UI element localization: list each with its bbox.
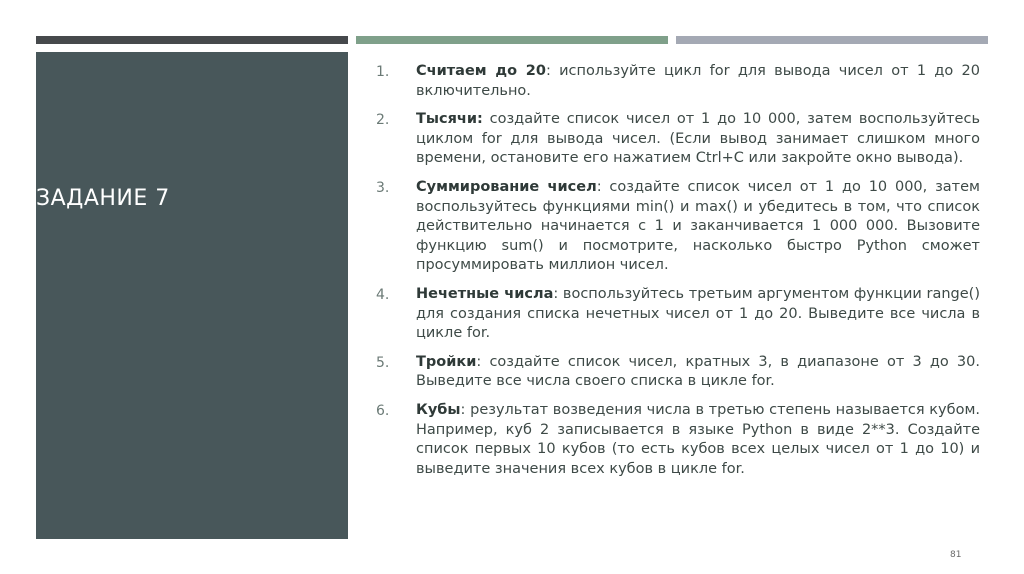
task-body: : результат возведения числа в третью степень называется кубом. Например, куб 2 записывается в языке Python в виде 2**3. Создайте список первых 10 кубов (то есть кубов всех целых чисел от 1 до 10) и выведите значения всех кубов в цикле for.: [416, 401, 980, 477]
task-item: [376, 62, 980, 101]
task-body: : используйте цикл for для вывода чисел от 1 до 20 включительно.: [416, 63, 980, 99]
title-panel: [36, 52, 348, 539]
task-text: [416, 178, 980, 276]
task-item: [376, 353, 980, 392]
task-number: 3.: [376, 179, 390, 196]
task-title: Суммирование чисел: [416, 178, 597, 195]
task-number: 2.: [376, 112, 390, 129]
task-number: 1.: [376, 64, 390, 80]
task-item: [376, 110, 980, 169]
task-body: : создайте список чисел, кратных 3, в диапазоне от 3 до 30. Выведите все числа своего списка в цикле for.: [416, 353, 980, 390]
task-number: 5.: [376, 354, 390, 371]
task-text: [416, 353, 980, 392]
task-text: [416, 285, 980, 344]
page-number: 81: [950, 550, 962, 560]
top-bar-green: [356, 36, 668, 44]
task-title: Тройки: [416, 353, 477, 370]
task-number: 4.: [376, 286, 390, 303]
task-text: [416, 110, 980, 169]
task-title: Кубы: [416, 401, 461, 418]
top-bar-dark: [36, 36, 348, 44]
task-item: [376, 285, 980, 344]
task-body: : воспользуйтесь третьим аргументом функции range() для создания списка нечетных чисел от 1 до 20. Выведите все числа в цикле for.: [416, 285, 980, 342]
task-title: Нечетные числа: [416, 285, 554, 302]
task-title: Тысячи:: [416, 111, 483, 128]
task-text: [416, 401, 980, 479]
task-number: 6.: [376, 402, 390, 419]
top-bar-gray: [676, 36, 988, 44]
slide-title: ЗАДАНИЕ 7: [36, 186, 170, 211]
task-body: создайте список чисел от 1 до 10 000, затем воспользуйтесь циклом for для вывода чисел. (Если вывод занимает слишком много времени, остановите его нажатием Ctrl+C или закройте окно вывода).: [416, 111, 980, 167]
task-body: : создайте список чисел от 1 до 10 000, затем воспользуйтесь функциями min() и max() и убедитесь в том, что список действительно начинается с 1 и заканчивается 1 000 000. Вызовите функцию sum() и посмотрите, насколько быстро Python сможет просуммировать миллион чисел.: [416, 178, 980, 274]
task-item: [376, 401, 980, 479]
task-title: Считаем до 20: [416, 63, 546, 79]
task-list: [376, 62, 980, 488]
task-item: [376, 178, 980, 276]
task-text: [416, 62, 980, 101]
